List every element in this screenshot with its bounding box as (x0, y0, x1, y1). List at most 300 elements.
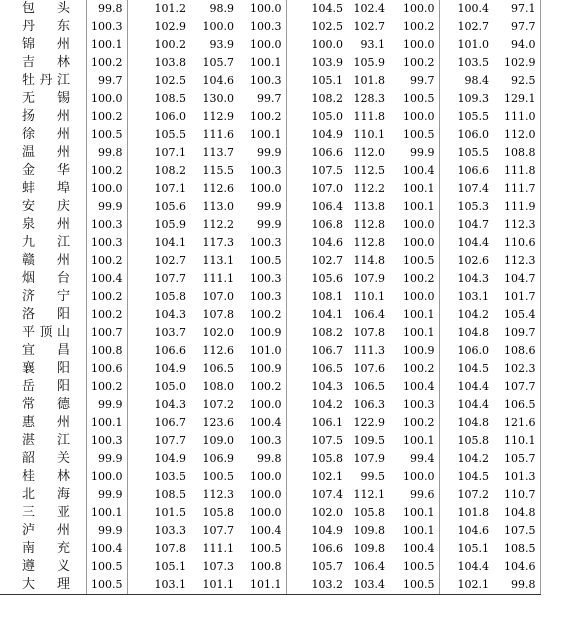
index-value-cell: 100.1 (238, 54, 286, 72)
city-name: 泸州 (22, 523, 70, 538)
index-value-cell: 101.7 (493, 288, 540, 306)
index-value-cell: 99.8 (86, 0, 127, 18)
index-value-cell: 100.2 (86, 306, 127, 324)
index-value-cell: 107.9 (353, 452, 385, 465)
index-value-cell: 100.2 (389, 414, 439, 432)
index-value-cell: 106.0 (457, 344, 489, 357)
index-value-cell: 113.8 (353, 200, 385, 213)
city-name-cell (0, 396, 86, 414)
index-value-cell: 109.5 (353, 434, 385, 447)
index-value-cell: 110.1 (493, 432, 540, 450)
city-name-cell (0, 162, 86, 180)
index-value-cell: 112.2 (353, 182, 385, 195)
index-value-cell: 100.1 (389, 504, 439, 522)
index-value-cell: 106.1 (311, 416, 343, 429)
index-value-cell: 100.2 (86, 378, 127, 396)
index-value-cell: 100.9 (389, 342, 439, 360)
city-name: 无锡 (22, 91, 70, 106)
index-value-cell: 105.9 (154, 218, 186, 231)
index-value-cell: 111.3 (353, 344, 385, 357)
index-value-cell: 92.5 (493, 72, 540, 90)
index-value-cell: 103.9 (311, 56, 343, 69)
table-row (0, 36, 540, 54)
index-value-cell: 112.5 (353, 164, 385, 177)
city-name: 包头 (22, 1, 70, 16)
table-row (0, 90, 540, 108)
index-value-cell: 106.7 (154, 416, 186, 429)
table-row (0, 0, 540, 18)
index-value-cell: 102.7 (457, 20, 489, 33)
index-value-cell: 104.1 (154, 236, 186, 249)
index-value-cell: 107.8 (202, 308, 234, 321)
index-value-cell: 105.8 (353, 506, 385, 519)
index-value-cell: 100.4 (389, 162, 439, 180)
index-value-cell: 104.9 (154, 362, 186, 375)
index-value-cell: 113.1 (202, 254, 234, 267)
index-value-cell: 100.1 (389, 180, 439, 198)
index-value-cell: 113.0 (202, 200, 234, 213)
table-row (0, 108, 540, 126)
index-value-cell: 100.1 (389, 198, 439, 216)
city-name: 安庆 (22, 199, 70, 214)
index-value-cell: 104.4 (457, 380, 489, 393)
city-name-cell (0, 108, 86, 126)
index-value-cell: 102.1 (311, 470, 343, 483)
index-value-cell: 106.7 (311, 344, 343, 357)
table-row (0, 234, 540, 252)
index-value-cell: 108.5 (154, 488, 186, 501)
index-value-cell: 100.0 (389, 0, 439, 18)
index-value-cell: 128.3 (353, 92, 385, 105)
table-row (0, 414, 540, 432)
index-value-cell: 102.5 (311, 20, 343, 33)
index-value-cell: 105.7 (311, 560, 343, 573)
index-value-cell: 107.9 (353, 272, 385, 285)
index-value-cell: 112.6 (202, 344, 234, 357)
index-value-cell: 107.0 (311, 182, 343, 195)
index-value-cell: 106.5 (202, 362, 234, 375)
index-value-cell: 112.0 (493, 126, 540, 144)
index-value-cell: 102.7 (154, 254, 186, 267)
index-value-cell: 111.6 (202, 128, 234, 141)
index-value-cell: 108.8 (493, 144, 540, 162)
index-value-cell: 100.4 (389, 378, 439, 396)
index-value-cell: 106.6 (311, 146, 343, 159)
index-value-cell: 93.9 (209, 38, 234, 51)
index-value-cell: 105.8 (202, 506, 234, 519)
city-name: 北海 (22, 487, 70, 502)
index-value-cell: 99.9 (389, 144, 439, 162)
index-value-cell: 100.3 (238, 432, 286, 450)
index-value-cell: 103.5 (457, 56, 489, 69)
table-row (0, 306, 540, 324)
index-value-cell: 100.0 (389, 468, 439, 486)
index-value-cell: 100.9 (238, 324, 286, 342)
table-row (0, 378, 540, 396)
table-row (0, 270, 540, 288)
city-name: 洛阳 (22, 307, 70, 322)
index-value-cell: 105.7 (202, 56, 234, 69)
table-row (0, 558, 540, 576)
index-value-cell: 108.5 (154, 92, 186, 105)
index-value-cell: 106.5 (353, 380, 385, 393)
index-value-cell: 100.2 (86, 162, 127, 180)
index-value-cell: 112.6 (202, 182, 234, 195)
index-value-cell: 103.3 (154, 524, 186, 537)
index-value-cell: 100.3 (238, 72, 286, 90)
table-row (0, 360, 540, 378)
index-value-cell: 111.8 (353, 110, 385, 123)
city-name-cell (0, 378, 86, 396)
table-row (0, 216, 540, 234)
index-value-cell: 100.0 (238, 180, 286, 198)
index-value-cell: 100.0 (238, 468, 286, 486)
index-value-cell: 107.6 (353, 362, 385, 375)
city-name-cell (0, 486, 86, 504)
index-value-cell: 100.9 (238, 360, 286, 378)
index-value-cell: 130.0 (202, 92, 234, 105)
city-name-cell (0, 342, 86, 360)
index-value-cell: 106.6 (154, 344, 186, 357)
city-name-cell (0, 468, 86, 486)
index-value-cell: 108.1 (311, 290, 343, 303)
index-value-cell: 100.6 (86, 360, 127, 378)
index-value-cell: 111.0 (493, 108, 540, 126)
index-value-cell: 106.6 (311, 542, 343, 555)
index-value-cell: 99.9 (86, 450, 127, 468)
index-value-cell: 105.8 (457, 434, 489, 447)
table-row (0, 396, 540, 414)
index-value-cell: 101.0 (457, 38, 489, 51)
index-value-cell: 106.4 (311, 200, 343, 213)
index-value-cell: 100.0 (389, 234, 439, 252)
index-value-cell: 100.0 (311, 38, 343, 51)
city-name-cell (0, 270, 86, 288)
table-row (0, 504, 540, 522)
index-value-cell: 100.0 (86, 90, 127, 108)
city-name-cell (0, 414, 86, 432)
index-value-cell: 107.0 (202, 290, 234, 303)
index-value-cell: 100.3 (238, 288, 286, 306)
city-name: 三亚 (22, 505, 70, 520)
index-value-cell: 99.8 (493, 576, 540, 595)
index-value-cell: 112.3 (493, 216, 540, 234)
city-name-cell (0, 180, 86, 198)
index-value-cell: 100.5 (86, 558, 127, 576)
city-name-cell (0, 18, 86, 36)
index-value-cell: 109.8 (353, 542, 385, 555)
index-value-cell: 100.2 (238, 306, 286, 324)
city-name: 锦州 (22, 37, 70, 52)
index-value-cell: 101.0 (238, 342, 286, 360)
index-value-cell: 104.2 (311, 398, 343, 411)
city-name-cell (0, 198, 86, 216)
table-row (0, 162, 540, 180)
index-value-cell: 100.2 (86, 252, 127, 270)
city-name: 大理 (22, 577, 70, 592)
index-value-cell: 104.6 (202, 74, 234, 87)
index-value-cell: 97.1 (493, 0, 540, 18)
index-value-cell: 105.6 (311, 272, 343, 285)
index-value-cell: 99.8 (238, 450, 286, 468)
index-value-cell: 101.1 (190, 576, 238, 595)
index-value-cell: 104.9 (154, 452, 186, 465)
index-value-cell: 100.2 (238, 108, 286, 126)
index-value-cell: 108.2 (311, 92, 343, 105)
city-name: 遵义 (22, 559, 70, 574)
index-value-cell: 100.2 (238, 378, 286, 396)
index-value-cell: 100.5 (389, 252, 439, 270)
index-value-cell: 109.0 (202, 434, 234, 447)
index-value-cell: 101.8 (457, 506, 489, 519)
index-value-cell: 111.8 (493, 162, 540, 180)
index-value-cell: 100.5 (389, 90, 439, 108)
index-value-cell: 98.9 (209, 2, 234, 15)
index-value-cell: 108.2 (311, 326, 343, 339)
index-value-cell: 100.0 (86, 180, 127, 198)
index-value-cell: 99.7 (238, 90, 286, 108)
index-value-cell: 112.3 (202, 488, 234, 501)
index-value-cell: 100.1 (389, 324, 439, 342)
index-value-cell: 99.9 (86, 486, 127, 504)
index-value-cell: 110.1 (353, 128, 385, 141)
index-value-cell: 106.4 (353, 560, 385, 573)
index-value-cell: 112.2 (202, 218, 234, 231)
table-row (0, 450, 540, 468)
index-value-cell: 104.3 (154, 398, 186, 411)
index-value-cell: 107.1 (154, 146, 186, 159)
city-name: 惠州 (22, 415, 70, 430)
index-value-cell: 105.0 (154, 380, 186, 393)
index-value-cell: 100.3 (238, 234, 286, 252)
index-value-cell: 99.4 (389, 450, 439, 468)
index-value-cell: 104.6 (311, 236, 343, 249)
index-value-cell: 101.1 (238, 576, 286, 595)
index-value-cell: 100.2 (86, 108, 127, 126)
city-name-cell (0, 558, 86, 576)
index-value-cell: 100.1 (389, 306, 439, 324)
index-value-cell: 100.3 (86, 216, 127, 234)
index-value-cell: 129.1 (493, 90, 540, 108)
index-value-cell: 105.1 (154, 560, 186, 573)
index-value-cell: 105.9 (353, 56, 385, 69)
index-value-cell: 111.1 (202, 542, 234, 555)
index-value-cell: 100.1 (389, 522, 439, 540)
index-value-cell: 103.1 (127, 576, 190, 595)
index-value-cell: 107.5 (311, 164, 343, 177)
table-row (0, 468, 540, 486)
table-row (0, 54, 540, 72)
city-name-cell (0, 72, 86, 90)
index-value-cell: 100.0 (238, 486, 286, 504)
city-name-cell (0, 216, 86, 234)
index-value-cell: 106.3 (353, 398, 385, 411)
index-value-cell: 100.0 (238, 0, 286, 18)
index-value-cell: 94.0 (493, 36, 540, 54)
city-name: 金华 (22, 163, 70, 178)
index-value-cell: 102.7 (311, 254, 343, 267)
city-name: 赣州 (22, 253, 70, 268)
index-value-cell: 100.0 (202, 20, 234, 33)
index-value-cell: 99.9 (238, 216, 286, 234)
city-name-cell (0, 306, 86, 324)
index-value-cell: 105.3 (457, 200, 489, 213)
city-name: 扬州 (22, 109, 70, 124)
index-value-cell: 99.9 (238, 144, 286, 162)
index-value-cell: 111.9 (493, 198, 540, 216)
index-value-cell: 100.5 (389, 576, 439, 595)
index-value-cell: 121.6 (493, 414, 540, 432)
index-value-cell: 99.7 (389, 72, 439, 90)
index-value-cell: 101.3 (493, 468, 540, 486)
index-value-cell: 107.4 (311, 488, 343, 501)
table-row (0, 576, 540, 595)
index-value-cell: 104.5 (457, 362, 489, 375)
index-value-cell: 102.0 (202, 326, 234, 339)
index-value-cell: 100.2 (389, 18, 439, 36)
index-value-cell: 107.1 (154, 182, 186, 195)
table-row (0, 252, 540, 270)
city-name-cell (0, 504, 86, 522)
index-value-cell: 111.7 (493, 180, 540, 198)
index-value-cell: 103.2 (286, 576, 347, 595)
table-row (0, 432, 540, 450)
city-name-cell (0, 432, 86, 450)
index-value-cell: 107.4 (457, 182, 489, 195)
city-name: 徐州 (22, 127, 70, 142)
index-value-cell: 115.5 (202, 164, 234, 177)
city-name: 温州 (22, 145, 70, 160)
index-value-cell: 107.5 (493, 522, 540, 540)
index-value-cell: 100.3 (86, 18, 127, 36)
index-value-cell: 112.0 (353, 146, 385, 159)
index-value-cell: 100.0 (389, 108, 439, 126)
city-name: 桂林 (22, 469, 70, 484)
index-value-cell: 107.7 (154, 272, 186, 285)
index-value-cell: 99.5 (360, 470, 385, 483)
index-value-cell: 102.1 (439, 576, 493, 595)
index-value-cell: 112.8 (353, 236, 385, 249)
index-value-cell: 112.8 (353, 218, 385, 231)
city-name: 襄阳 (22, 361, 70, 376)
city-name-cell (0, 288, 86, 306)
index-value-cell: 105.1 (311, 74, 343, 87)
index-value-cell: 105.5 (154, 128, 186, 141)
index-value-cell: 100.8 (238, 558, 286, 576)
index-value-cell: 100.5 (86, 576, 127, 595)
index-value-cell: 100.4 (86, 270, 127, 288)
index-value-cell: 99.9 (86, 198, 127, 216)
index-value-cell: 104.1 (311, 308, 343, 321)
index-value-cell: 100.2 (86, 54, 127, 72)
index-value-cell: 107.7 (154, 434, 186, 447)
index-value-cell: 109.7 (493, 324, 540, 342)
table-row (0, 18, 540, 36)
index-value-cell: 105.0 (311, 110, 343, 123)
index-value-cell: 104.7 (457, 218, 489, 231)
index-value-cell: 104.3 (154, 308, 186, 321)
city-name-cell (0, 36, 86, 54)
city-name-cell (0, 126, 86, 144)
city-name: 宜昌 (22, 343, 70, 358)
index-value-cell: 106.0 (457, 128, 489, 141)
index-value-cell: 104.9 (311, 524, 343, 537)
city-name-cell (0, 252, 86, 270)
index-value-cell: 105.6 (154, 200, 186, 213)
index-value-cell: 105.5 (457, 110, 489, 123)
index-value-cell: 105.5 (457, 146, 489, 159)
index-value-cell: 106.8 (311, 218, 343, 231)
city-name-cell (0, 522, 86, 540)
city-name: 常德 (22, 397, 70, 412)
index-value-cell: 104.8 (457, 326, 489, 339)
index-value-cell: 100.1 (389, 432, 439, 450)
index-value-cell: 107.2 (202, 398, 234, 411)
index-value-cell: 104.2 (457, 308, 489, 321)
index-value-cell: 105.8 (311, 452, 343, 465)
index-value-cell: 102.7 (353, 20, 385, 33)
index-value-cell: 93.1 (360, 38, 385, 51)
index-value-cell: 100.1 (86, 414, 127, 432)
index-value-cell: 107.7 (202, 524, 234, 537)
index-value-cell: 101.2 (154, 2, 186, 15)
index-value-cell: 104.4 (457, 560, 489, 573)
index-value-cell: 103.7 (154, 326, 186, 339)
index-value-cell: 113.7 (202, 146, 234, 159)
index-value-cell: 117.3 (202, 236, 234, 249)
index-value-cell: 100.1 (86, 36, 127, 54)
city-name-cell (0, 234, 86, 252)
index-value-cell: 100.0 (238, 36, 286, 54)
index-value-cell: 104.5 (457, 470, 489, 483)
index-value-cell: 100.3 (86, 432, 127, 450)
index-value-cell: 104.4 (457, 398, 489, 411)
index-value-cell: 107.8 (154, 542, 186, 555)
index-value-cell: 108.6 (493, 342, 540, 360)
index-value-cell: 102.9 (493, 54, 540, 72)
index-value-cell: 105.4 (493, 306, 540, 324)
index-value-cell: 100.0 (238, 504, 286, 522)
city-name-cell (0, 540, 86, 558)
index-value-cell: 100.2 (86, 288, 127, 306)
index-value-cell: 106.6 (457, 164, 489, 177)
city-name-cell (0, 324, 86, 342)
index-value-cell: 104.4 (457, 236, 489, 249)
index-value-cell: 104.3 (311, 380, 343, 393)
city-name: 吉林 (22, 55, 70, 70)
index-value-cell: 99.9 (86, 522, 127, 540)
index-value-cell: 102.3 (493, 360, 540, 378)
index-value-cell: 100.3 (238, 18, 286, 36)
index-value-cell: 112.1 (353, 488, 385, 501)
index-value-cell: 102.9 (154, 20, 186, 33)
index-value-cell: 103.1 (457, 290, 489, 303)
index-value-cell: 106.4 (353, 308, 385, 321)
index-value-cell: 110.6 (493, 234, 540, 252)
index-value-cell: 107.5 (311, 434, 343, 447)
index-value-cell: 100.0 (389, 216, 439, 234)
index-value-cell: 105.8 (154, 290, 186, 303)
table-row (0, 540, 540, 558)
index-value-cell: 104.8 (493, 504, 540, 522)
index-value-cell: 100.4 (238, 414, 286, 432)
index-value-cell: 99.9 (86, 396, 127, 414)
index-value-cell: 106.9 (202, 452, 234, 465)
index-value-cell: 100.3 (86, 234, 127, 252)
index-value-cell: 100.4 (457, 2, 489, 15)
index-value-cell: 100.2 (389, 360, 439, 378)
city-name-cell (0, 450, 86, 468)
